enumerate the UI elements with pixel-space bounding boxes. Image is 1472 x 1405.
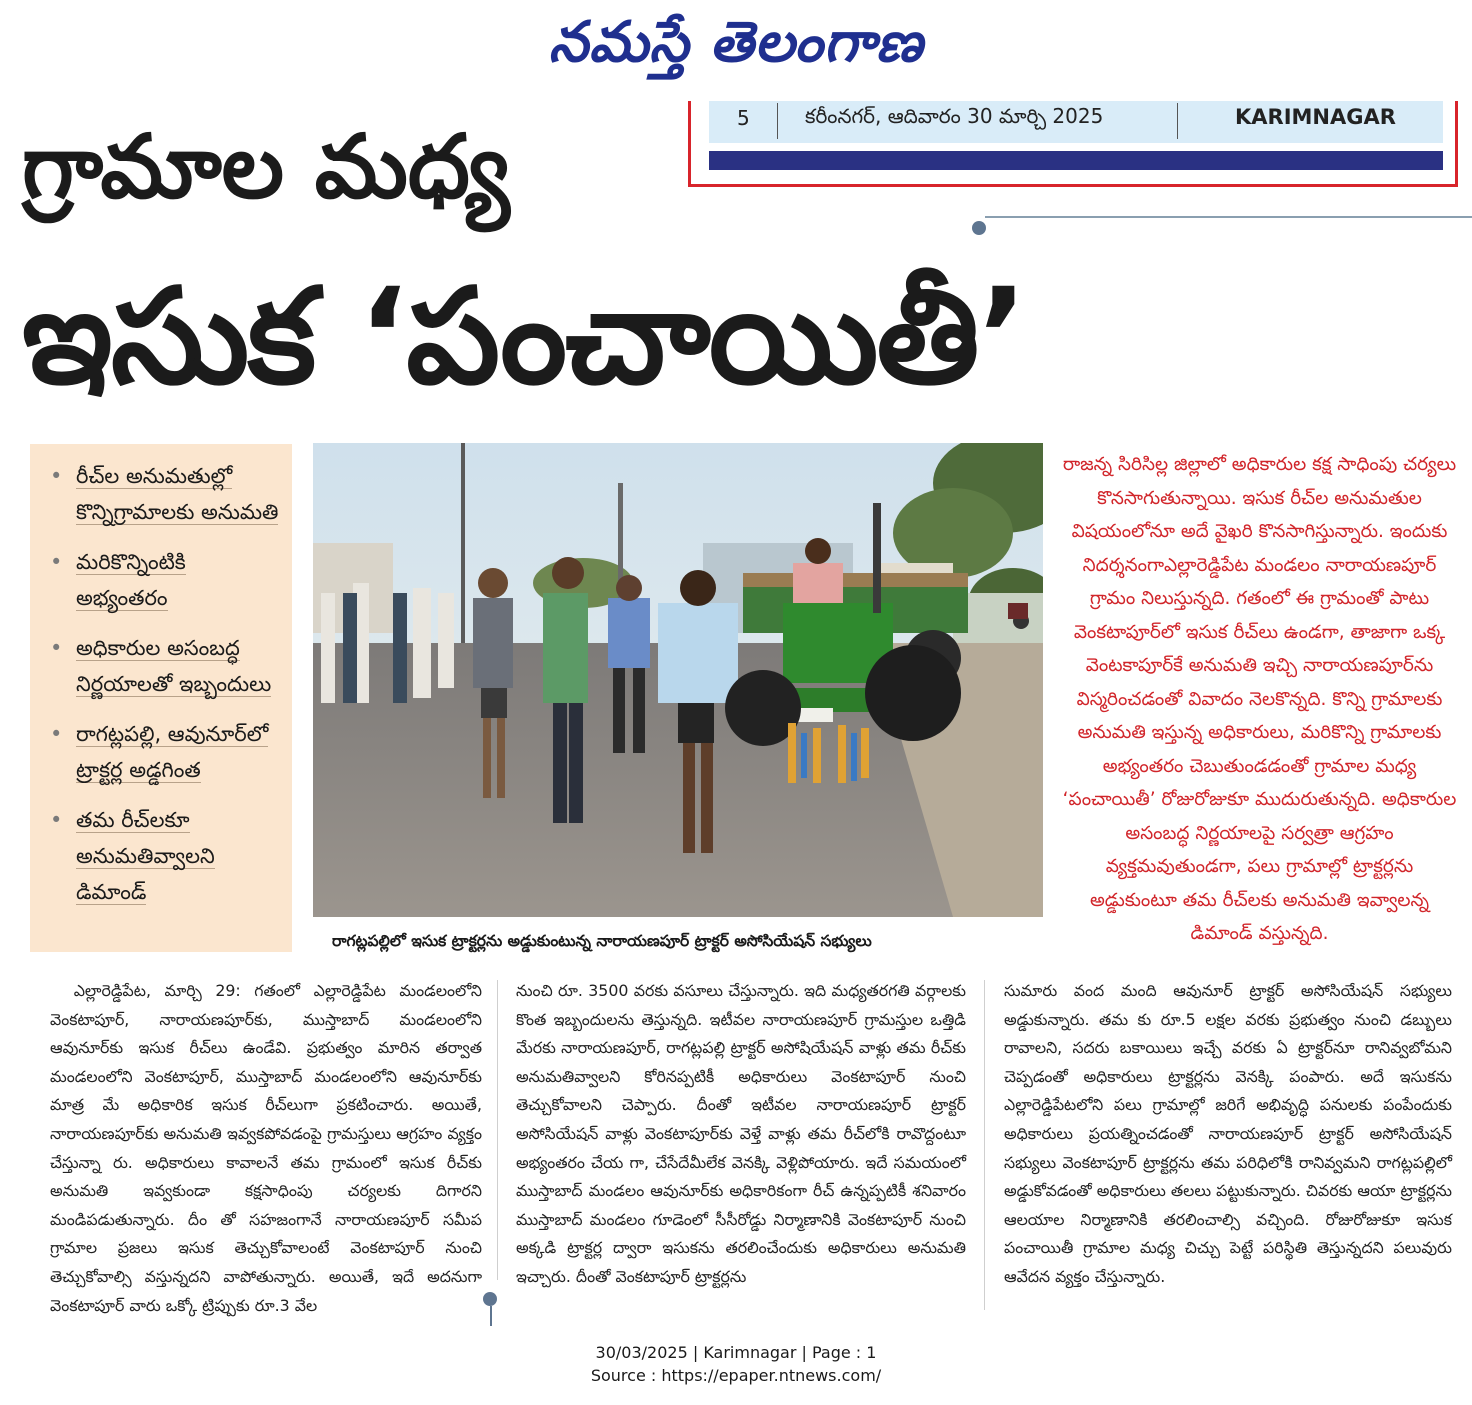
headline-line-1: గ్రామాల మధ్య: [22, 115, 510, 218]
tractor-road-photo: [313, 443, 1043, 917]
dateline-box: [688, 101, 1458, 187]
decorative-rule: [985, 216, 1472, 218]
decorative-dot: [483, 1292, 497, 1306]
highlight-item: • రీచ్‌ల అనుమతుల్లో కొన్నిగ్రామాలకు అనుమతి: [50, 458, 282, 530]
decorative-dot: [972, 221, 986, 235]
highlight-item: • మరికొన్నింటికి అభ్యంతరం: [50, 544, 282, 616]
dateline-band: [709, 101, 1443, 143]
dateline-blue-bar: [709, 151, 1443, 170]
column-divider: [984, 980, 985, 1310]
edition-name: KARIMNAGAR: [1235, 105, 1396, 129]
highlights-box: [30, 444, 292, 952]
headline-line-2: ఇసుక ‘పంచాయితీ’: [22, 260, 1026, 414]
article-summary: రాజన్న సిరిసిల్ల జిల్లాలో అధికారుల కక్ష సాధింపు చర్యలు కొనసాగుతున్నాయి. ఇసుక రీచ్‌ల అనుమతుల విషయంలోనూ అదే వైఖరి కొనసాగిస్తున్నారు. ఇందుకు నిదర్శనంగాఎల్లారెడ్డిపేట మండలం నారాయణపూర్ గ్రామం నిలుస్తున్నది. గతంలో ఈ గ్రామంతో పాటు వెంకటాపూర్‌లో ఇసుక రీచ్‌లు ఉండగా, తాజాగా ఒక్క వెంటకాపూర్‌కే అనుమతి ఇచ్చి నారాయణపూర్‌ను విస్మరించడంతో వివాదం నెలకొన్నది. కొన్ని గ్రామాలకు అనుమతి ఇస్తున్న అధికారులు, మరికొన్ని గ్రామాలకు అభ్యంతరం చెబుతుండడంతో గ్రామాల మధ్య ‘పంచాయితీ’ రోజురోజుకూ ముదురుతున్నది. అధికారుల అసంబద్ధ నిర్ణయాలపై సర్వత్రా ఆగ్రహం వ్యక్తమవుతుండగా, పలు గ్రామాల్లో ట్రాక్టర్లను అడ్డుకుంటూ తమ రీచ్‌లకు అనుమతి ఇవ్వాలన్న డిమాండ్ వస్తున్నది.: [1062, 454, 1457, 944]
column-divider: [497, 980, 498, 1280]
page-number: 5: [737, 106, 750, 130]
article-column-3: సుమారు వంద మంది ఆవునూర్ ట్రాక్టర్ అసోసియేషన్ సభ్యులు అడ్డుకున్నారు. తమ కు రూ.5 లక్షల వరకు ప్రభుత్వం నుంచి డబ్బులు రావాలని, సదరు బకాయిలు ఇచ్చే వరకు ఏ ట్రాక్టర్‌నూ రానివ్వబోమని చెప్పడంతో అధికారులు ట్రాక్టర్లను వెనక్కి పంపారు. అదే ఇసుకను ఎల్లారెడ్డిపేటలోని పలు గ్రామాల్లో జరిగే అభివృద్ధి పనులకు పంపేందుకు అధికారులు ప్రయత్నించడంతో నారాయణపూర్ ట్రాక్టర్ అసోసియేషన్ సభ్యులు వెంకటాపూర్ ట్రాక్టర్లను తమ పరిధిలోకి రానివ్వమని రాగట్లపల్లిలో అడ్డుకోవడంతో అధికారులు తలలు పట్టుకున్నారు. చివరకు ఆయా ట్రాక్టర్లను ఆలయాల నిర్మాణానికి తరలించాల్సి వచ్చింది. రోజురోజుకూ ఇసుక పంచాయితీ గ్రామాల మధ్య చిచ్చు పెట్టే పరిస్థితి తెస్తున్నదని పలువురు ఆవేదన వ్యక్తం చేస్తున్నారు.: [1004, 981, 1452, 1286]
decorative-rule: [490, 1306, 492, 1326]
highlight-item: • తమ రీచ్‌లకూ అనుమతివ్వాలని డిమాండ్: [50, 802, 282, 910]
dateline-divider: [1177, 103, 1178, 139]
footer-page-info: 30/03/2025 | Karimnagar | Page : 1: [595, 1343, 877, 1362]
photo-caption: రాగట్లపల్లిలో ఇసుక ట్రాక్టర్లను అడ్డుకుంటున్న నారాయణపూర్ ట్రాక్టర్ అసోసియేషన్ సభ్యులు: [332, 932, 872, 950]
edition-date: కరీంనగర్, ఆదివారం 30 మార్చి 2025: [805, 104, 1104, 128]
newspaper-masthead: నమస్తే తెలంగాణ: [548, 9, 924, 75]
news-photo: [313, 443, 1043, 917]
footer-source: Source : https://epaper.ntnews.com/: [590, 1366, 882, 1385]
dateline-divider: [777, 103, 778, 139]
highlight-item: • అధికారుల అసంబద్ధ నిర్ణయాలతో ఇబ్బందులు: [50, 630, 282, 702]
article-column-1: ఎల్లారెడ్డిపేట, మార్చి 29: గతంలో ఎల్లారెడ్డిపేట మండలంలోని వెంకటాపూర్, నారాయణపూర్‌కు, ముస్తాబాద్ మండలంలోని ఆవునూర్‌కు ఇసుక రీచ్‌లు ఉండేవి. ప్రభుత్వం మారిన తర్వాత మండలంలోని వెంకటాపూర్, ముస్తాబాద్ మండలంలోని ఆవునూర్‌కు మాత్ర మే అధికారిక ఇసుక రీచ్‌లుగా ప్రకటించారు. అయితే, నారాయణపూర్‌కు అనుమతి ఇవ్వకపోవడంపై గ్రామస్తులు ఆగ్రహం వ్యక్తం చేస్తున్నా రు. అధికారులు కావాలనే తమ గ్రామంలో ఇసుక రీచ్‌కు అనుమతి ఇవ్వకుండా కక్షసాధింపు చర్యలకు దిగారని మండిపడుతున్నారు. దీం తో సహజంగానే నారాయణపూర్ సమీప గ్రామాల ప్రజలు ఇసుక తెచ్చుకోవాలంటే వెంకటాపూర్ నుంచి తెచ్చుకోవాల్సి వస్తున్నదని వాపోతున్నారు. అయితే, ఇదే అదనుగా వెంకటాపూర్ వారు ఒక్కో ట్రిప్పుకు రూ.3 వేల: [50, 981, 482, 1315]
article-column-2: నుంచి రూ. 3500 వరకు వసూలు చేస్తున్నారు. ఇది మధ్యతరగతి వర్గాలకు కొంత ఇబ్బందులను తెస్తున్నది. ఇటీవల నారాయణపూర్ గ్రామస్తుల ఒత్తిడి మేరకు నారాయణపూర్, రాగట్లపల్లి ట్రాక్టర్ అసోషియేషన్ వాళ్లు తమ రీచ్‌కు అనుమతివ్వాలని కోరినప్పటికీ అధికారులు వెంకటాపూర్ నుంచి తెచ్చుకోవాలని చెప్పారు. దీంతో ఇటీవల నారాయణపూర్ ట్రాక్టర్ అసోసియేషన్ వాళ్లు వెంకటాపూర్‌కు వెళ్తే వాళ్లు తమ రీచ్‌లోకి రావొద్దంటూ అభ్యంతరం చేయ గా, చేసేదేమీలేక వెనక్కి వెళ్లిపోయారు. ఇదే సమయంలో ముస్తాబాద్ మండలం ఆవునూర్‌కు అధికారికంగా రీచ్ ఉన్నప్పటికీ శనివారం ముస్తాబాద్ మండలం గూడెంలో సీసీరోడ్డు నిర్మాణానికి వెంకటాపూర్ నుంచి అక్కడి ట్రాక్టర్ల ద్వారా ఇసుకను తరలించేందుకు అధికారులు అనుమతి ఇచ్చారు. దీంతో వెంకటాపూర్ ట్రాక్టర్లను: [516, 981, 966, 1286]
highlight-item: • రాగట్లపల్లి, ఆవునూర్‌లో ట్రాక్టర్ల అడ్డగింత: [50, 716, 282, 788]
